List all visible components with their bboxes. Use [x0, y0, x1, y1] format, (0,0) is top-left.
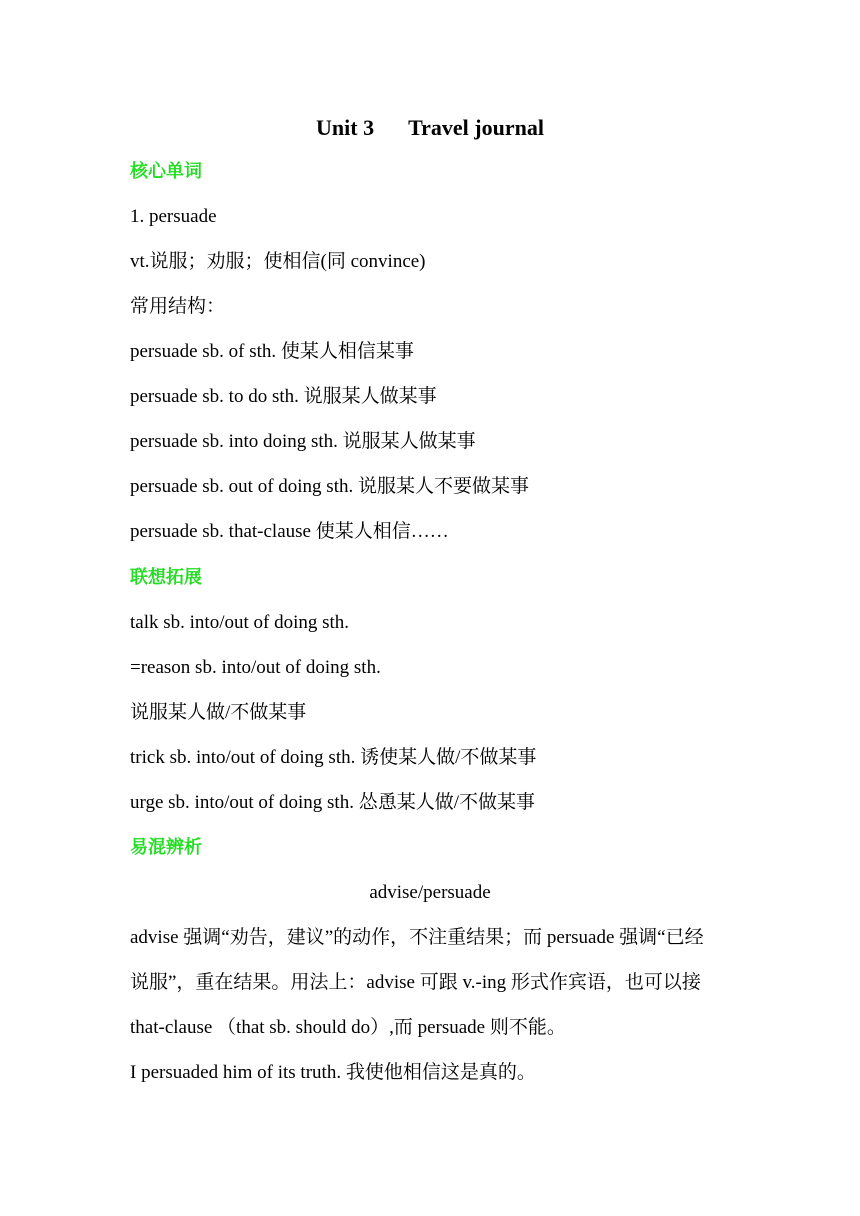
section-heading-confusion: 易混辨析: [130, 837, 202, 858]
structures-label: 常用结构：: [130, 296, 226, 317]
structure-line: persuade sb. to do sth. 说服某人做某事: [130, 386, 437, 407]
unit-number: Unit 3: [316, 115, 375, 140]
example-sentence: I persuaded him of its truth. 我使他相信这是真的。: [130, 1062, 536, 1083]
comparison-title: advise/persuade: [369, 882, 491, 903]
association-line: trick sb. into/out of doing sth. 诱使某人做/不做某事: [130, 747, 537, 768]
section-heading-association: 联想拓展: [130, 567, 202, 588]
explanation-line: that-clause （that sb. should do）,而 persuade 则不能。: [130, 1017, 566, 1038]
structure-line: persuade sb. into doing sth. 说服某人做某事: [130, 431, 476, 452]
association-line: urge sb. into/out of doing sth. 怂恿某人做/不做某事: [130, 792, 535, 813]
explanation-line: 说服”，重在结果。用法上：advise 可跟 v.-ing 形式作宾语，也可以接: [130, 972, 701, 993]
structure-line: persuade sb. out of doing sth. 说服某人不要做某事: [130, 476, 529, 497]
association-meaning: 说服某人做/不做某事: [130, 702, 307, 723]
association-line: talk sb. into/out of doing sth.: [130, 612, 350, 633]
page-title: [0, 115, 860, 141]
word-entry: 1. persuade: [130, 206, 217, 227]
structure-line: persuade sb. that-clause 使某人相信……: [130, 521, 449, 542]
unit-name: Travel journal: [408, 115, 544, 140]
explanation-line: advise 强调“劝告，建议”的动作，不注重结果；而 persuade 强调“已经: [130, 927, 704, 948]
section-heading-core-words: 核心单词: [130, 161, 202, 182]
definition-line: vt.说服；劝服；使相信(同 convince): [130, 251, 426, 272]
association-line: =reason sb. into/out of doing sth.: [130, 657, 381, 678]
structure-line: persuade sb. of sth. 使某人相信某事: [130, 341, 414, 362]
